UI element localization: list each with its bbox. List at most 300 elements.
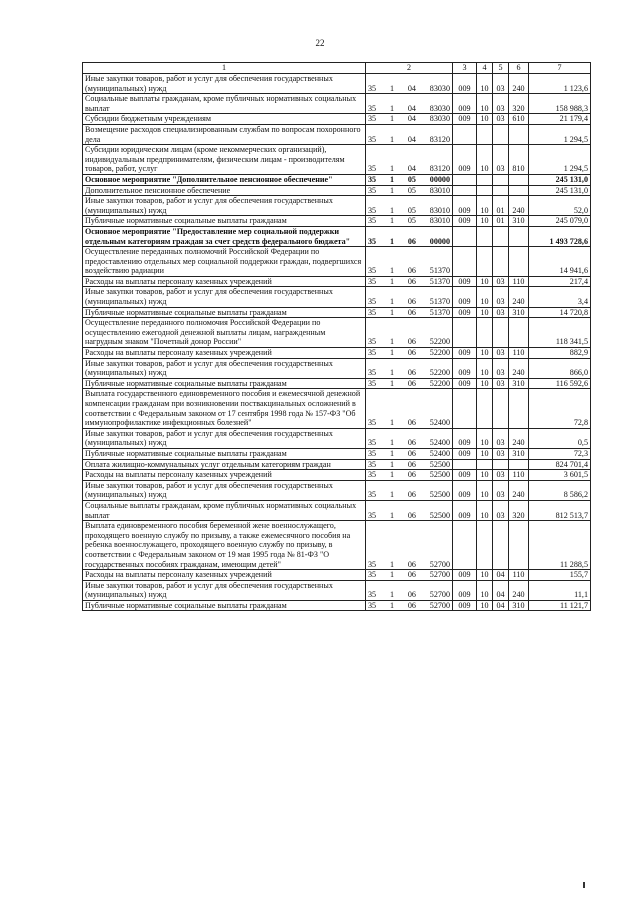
code-direction: 52500 (429, 490, 450, 500)
code-subprogram: 1 (389, 490, 394, 500)
code-direction: 52400 (429, 438, 450, 448)
code-subprogram: 1 (389, 307, 394, 317)
col-5-value: 03 (493, 500, 509, 520)
code-subprogram: 1 (389, 174, 394, 184)
col-6-value: 240 (509, 480, 529, 500)
code-program: 35 (368, 448, 377, 458)
classification-code (366, 287, 453, 307)
row-name: Публичные нормативные социальные выплаты гражданам (83, 600, 366, 611)
classification-code (366, 247, 453, 277)
budget-table (82, 62, 591, 611)
col-3-value (453, 521, 477, 570)
table-row (83, 570, 591, 581)
code-program: 35 (368, 348, 377, 358)
col-5-value: 03 (493, 470, 509, 481)
col-4-value: 10 (477, 276, 493, 287)
code-subprogram: 1 (389, 418, 394, 428)
classification-code (366, 428, 453, 448)
amount-value: 155,7 (529, 570, 591, 581)
classification-code (366, 94, 453, 114)
col-5-value: 03 (493, 94, 509, 114)
amount-value: 14 941,6 (529, 247, 591, 277)
scan-mark (583, 882, 585, 888)
table-row (83, 500, 591, 520)
amount-value: 118 341,5 (529, 318, 591, 348)
code-program: 35 (368, 276, 377, 286)
col-5-value: 04 (493, 580, 509, 600)
code-direction: 52500 (429, 510, 450, 520)
page-number: 22 (315, 38, 325, 48)
col-5-value: 03 (493, 428, 509, 448)
code-group: 06 (407, 236, 416, 246)
amount-value: 1 294,5 (529, 145, 591, 175)
code-group: 06 (407, 600, 416, 610)
col-6-value: 110 (509, 470, 529, 481)
amount-value: 866,0 (529, 358, 591, 378)
col-5-value: 04 (493, 600, 509, 611)
amount-value: 11 121,7 (529, 600, 591, 611)
code-group: 06 (407, 276, 416, 286)
amount-value: 824 701,4 (529, 459, 591, 470)
code-program: 35 (368, 590, 377, 600)
col-4-value: 10 (477, 145, 493, 175)
row-name: Выплата государственного единовременного пособия и ежемесячной денежной компенсации гражданам при возникновении поствакцинальных осложнений в соответствии с Федеральным законом от 17 сентября 1998 года № 157-ФЗ "Об иммунопрофилактике инфекционных болезней" (83, 389, 366, 428)
col-4-value: 10 (477, 480, 493, 500)
table-row (83, 216, 591, 227)
table-row-section (83, 226, 591, 246)
col-3-value: 009 (453, 276, 477, 287)
row-name: Иные закупки товаров, работ и услуг для обеспечения государственных (муниципальных) нужд (83, 580, 366, 600)
col-4-value: 10 (477, 428, 493, 448)
code-program: 35 (368, 490, 377, 500)
col-6-value: 310 (509, 448, 529, 459)
column-header: 2 (366, 63, 453, 74)
table-row (83, 124, 591, 144)
amount-value: 3,4 (529, 287, 591, 307)
col-6-value (509, 459, 529, 470)
amount-value: 72,3 (529, 448, 591, 459)
code-group: 06 (407, 266, 416, 276)
table-row (83, 94, 591, 114)
col-3-value (453, 247, 477, 277)
column-header: 4 (477, 63, 493, 74)
code-group: 06 (407, 470, 416, 480)
amount-value: 14 720,8 (529, 307, 591, 318)
col-6-value: 310 (509, 216, 529, 227)
col-6-value: 810 (509, 145, 529, 175)
col-4-value: 10 (477, 114, 493, 125)
code-subprogram: 1 (389, 590, 394, 600)
col-3-value (453, 389, 477, 428)
col-4-value: 10 (477, 74, 493, 94)
col-5-value (493, 185, 509, 196)
code-direction: 83120 (429, 134, 450, 144)
code-direction: 52700 (429, 590, 450, 600)
table-row (83, 74, 591, 94)
classification-code (366, 74, 453, 94)
code-program: 35 (368, 418, 377, 428)
col-6-value (509, 174, 529, 185)
code-direction: 83120 (429, 164, 450, 174)
classification-code (366, 185, 453, 196)
row-name: Иные закупки товаров, работ и услуг для обеспечения государственных (муниципальных) нужд (83, 196, 366, 216)
code-direction: 83030 (429, 83, 450, 93)
amount-value: 1 123,6 (529, 74, 591, 94)
amount-value: 245 079,0 (529, 216, 591, 227)
col-6-value: 240 (509, 287, 529, 307)
col-4-value (477, 124, 493, 144)
col-6-value: 610 (509, 114, 529, 125)
code-program: 35 (368, 470, 377, 480)
amount-value: 0,5 (529, 428, 591, 448)
table-row (83, 459, 591, 470)
col-4-value (477, 459, 493, 470)
amount-value: 1 294,5 (529, 124, 591, 144)
table-row (83, 318, 591, 348)
code-subprogram: 1 (389, 348, 394, 358)
col-5-value: 03 (493, 358, 509, 378)
code-direction: 83010 (429, 185, 450, 195)
table-row (83, 196, 591, 216)
code-subprogram: 1 (389, 134, 394, 144)
code-direction: 51370 (429, 307, 450, 317)
row-name: Возмещение расходов специализированным службам по вопросам похоронного дела (83, 124, 366, 144)
col-4-value (477, 185, 493, 196)
col-6-value (509, 389, 529, 428)
row-name: Иные закупки товаров, работ и услуг для обеспечения государственных (муниципальных) нужд (83, 287, 366, 307)
row-name: Основное мероприятие "Предоставление мер социальной поддержки отдельным категориям граждан за счет средств федерального бюджета" (83, 226, 366, 246)
code-group: 05 (407, 205, 416, 215)
code-subprogram: 1 (389, 276, 394, 286)
code-direction: 00000 (429, 236, 450, 246)
col-4-value: 10 (477, 287, 493, 307)
classification-code (366, 196, 453, 216)
code-subprogram: 1 (389, 570, 394, 580)
code-subprogram: 1 (389, 559, 394, 569)
col-5-value: 03 (493, 287, 509, 307)
table-row (83, 389, 591, 428)
code-subprogram: 1 (389, 83, 394, 93)
code-subprogram: 1 (389, 378, 394, 388)
code-program: 35 (368, 378, 377, 388)
classification-code (366, 500, 453, 520)
col-5-value: 03 (493, 74, 509, 94)
code-group: 06 (407, 418, 416, 428)
col-5-value: 04 (493, 570, 509, 581)
col-5-value: 03 (493, 480, 509, 500)
col-3-value: 009 (453, 307, 477, 318)
col-5-value (493, 318, 509, 348)
col-3-value: 009 (453, 600, 477, 611)
code-program: 35 (368, 307, 377, 317)
row-name: Иные закупки товаров, работ и услуг для обеспечения государственных (муниципальных) нужд (83, 428, 366, 448)
col-3-value: 009 (453, 378, 477, 389)
code-program: 35 (368, 103, 377, 113)
col-3-value (453, 459, 477, 470)
amount-value: 158 988,3 (529, 94, 591, 114)
col-6-value (509, 185, 529, 196)
amount-value: 21 179,4 (529, 114, 591, 125)
col-4-value: 10 (477, 358, 493, 378)
classification-code (366, 521, 453, 570)
col-6-value (509, 318, 529, 348)
code-subprogram: 1 (389, 164, 394, 174)
col-4-value: 10 (477, 580, 493, 600)
classification-code (366, 348, 453, 359)
amount-value: 11,1 (529, 580, 591, 600)
classification-code (366, 570, 453, 581)
code-subprogram: 1 (389, 205, 394, 215)
code-subprogram: 1 (389, 216, 394, 226)
table-row (83, 145, 591, 175)
classification-code (366, 448, 453, 459)
classification-code (366, 600, 453, 611)
code-direction: 51370 (429, 276, 450, 286)
table-row (83, 185, 591, 196)
col-4-value: 10 (477, 570, 493, 581)
col-4-value (477, 521, 493, 570)
row-name: Оплата жилищно-коммунальных услуг отдельным категориям граждан (83, 459, 366, 470)
code-program: 35 (368, 459, 377, 469)
col-4-value: 10 (477, 470, 493, 481)
col-3-value: 009 (453, 428, 477, 448)
table-row (83, 521, 591, 570)
code-group: 05 (407, 185, 416, 195)
col-5-value (493, 174, 509, 185)
code-group: 06 (407, 490, 416, 500)
amount-value: 1 493 728,6 (529, 226, 591, 246)
col-4-value (477, 318, 493, 348)
table-row (83, 600, 591, 611)
col-5-value (493, 124, 509, 144)
col-3-value: 009 (453, 145, 477, 175)
table-row (83, 358, 591, 378)
code-subprogram: 1 (389, 600, 394, 610)
table-row (83, 378, 591, 389)
row-name: Иные закупки товаров, работ и услуг для обеспечения государственных (муниципальных) нужд (83, 74, 366, 94)
code-subprogram: 1 (389, 297, 394, 307)
code-program: 35 (368, 510, 377, 520)
code-direction: 52200 (429, 378, 450, 388)
code-group: 06 (407, 510, 416, 520)
code-program: 35 (368, 83, 377, 93)
code-program: 35 (368, 570, 377, 580)
table-row (83, 114, 591, 125)
col-3-value: 009 (453, 287, 477, 307)
col-4-value: 10 (477, 307, 493, 318)
classification-code (366, 378, 453, 389)
code-group: 06 (407, 438, 416, 448)
col-6-value: 240 (509, 428, 529, 448)
col-3-value (453, 124, 477, 144)
classification-code (366, 226, 453, 246)
table-row (83, 307, 591, 318)
col-4-value: 10 (477, 600, 493, 611)
table-row (83, 287, 591, 307)
col-3-value: 009 (453, 570, 477, 581)
col-4-value (477, 226, 493, 246)
col-3-value: 009 (453, 74, 477, 94)
col-4-value (477, 389, 493, 428)
code-group: 04 (407, 134, 416, 144)
code-subprogram: 1 (389, 114, 394, 124)
table-row (83, 580, 591, 600)
amount-value: 52,0 (529, 196, 591, 216)
column-header: 1 (83, 63, 366, 74)
row-name: Основное мероприятие "Дополнительное пенсионное обеспечение" (83, 174, 366, 185)
code-group: 06 (407, 459, 416, 469)
code-program: 35 (368, 174, 377, 184)
code-subprogram: 1 (389, 368, 394, 378)
col-3-value: 009 (453, 114, 477, 125)
code-direction: 52700 (429, 559, 450, 569)
code-group: 04 (407, 164, 416, 174)
code-direction: 52700 (429, 570, 450, 580)
col-6-value: 310 (509, 378, 529, 389)
col-5-value: 01 (493, 216, 509, 227)
code-program: 35 (368, 266, 377, 276)
code-group: 06 (407, 307, 416, 317)
row-name: Иные закупки товаров, работ и услуг для обеспечения государственных (муниципальных) нужд (83, 480, 366, 500)
code-group: 04 (407, 114, 416, 124)
col-4-value: 10 (477, 348, 493, 359)
amount-value: 812 513,7 (529, 500, 591, 520)
column-header: 6 (509, 63, 529, 74)
row-name: Публичные нормативные социальные выплаты гражданам (83, 378, 366, 389)
col-5-value (493, 247, 509, 277)
classification-code (366, 124, 453, 144)
code-direction: 52200 (429, 348, 450, 358)
col-3-value: 009 (453, 216, 477, 227)
classification-code (366, 580, 453, 600)
code-program: 35 (368, 205, 377, 215)
code-direction: 51370 (429, 266, 450, 276)
col-3-value: 009 (453, 196, 477, 216)
col-5-value: 03 (493, 378, 509, 389)
col-5-value: 01 (493, 196, 509, 216)
amount-value: 72,8 (529, 389, 591, 428)
code-direction: 83010 (429, 216, 450, 226)
code-group: 04 (407, 83, 416, 93)
code-subprogram: 1 (389, 236, 394, 246)
column-number-row (83, 63, 591, 74)
column-header: 3 (453, 63, 477, 74)
col-3-value (453, 226, 477, 246)
code-subprogram: 1 (389, 459, 394, 469)
code-subprogram: 1 (389, 448, 394, 458)
code-direction: 52200 (429, 337, 450, 347)
table-row (83, 428, 591, 448)
code-program: 35 (368, 185, 377, 195)
col-6-value: 310 (509, 600, 529, 611)
col-6-value: 110 (509, 276, 529, 287)
row-name: Дополнительное пенсионное обеспечение (83, 185, 366, 196)
col-5-value (493, 226, 509, 246)
col-6-value (509, 247, 529, 277)
table-row (83, 276, 591, 287)
code-program: 35 (368, 600, 377, 610)
code-program: 35 (368, 164, 377, 174)
col-6-value (509, 124, 529, 144)
col-4-value: 10 (477, 196, 493, 216)
code-direction: 83030 (429, 114, 450, 124)
code-group: 06 (407, 297, 416, 307)
code-direction: 52400 (429, 418, 450, 428)
table-row (83, 247, 591, 277)
col-6-value (509, 226, 529, 246)
col-4-value (477, 247, 493, 277)
code-program: 35 (368, 337, 377, 347)
code-program: 35 (368, 216, 377, 226)
classification-code (366, 318, 453, 348)
code-direction: 51370 (429, 297, 450, 307)
col-3-value (453, 185, 477, 196)
code-group: 05 (407, 216, 416, 226)
code-subprogram: 1 (389, 510, 394, 520)
row-name: Социальные выплаты гражданам, кроме публичных нормативных социальных выплат (83, 94, 366, 114)
row-name: Осуществление переданного полномочия Российской Федерации по осуществлению ежегодной денежной выплаты лицам, награжденным нагрудным знаком "Почетный донор России" (83, 318, 366, 348)
code-subprogram: 1 (389, 103, 394, 113)
code-group: 06 (407, 559, 416, 569)
amount-value: 8 586,2 (529, 480, 591, 500)
classification-code (366, 174, 453, 185)
col-3-value (453, 318, 477, 348)
code-direction: 52400 (429, 448, 450, 458)
code-group: 06 (407, 348, 416, 358)
row-name: Публичные нормативные социальные выплаты гражданам (83, 307, 366, 318)
col-6-value: 240 (509, 74, 529, 94)
col-3-value: 009 (453, 580, 477, 600)
col-6-value: 240 (509, 358, 529, 378)
table-row (83, 480, 591, 500)
classification-code (366, 459, 453, 470)
code-group: 04 (407, 103, 416, 113)
code-subprogram: 1 (389, 438, 394, 448)
classification-code (366, 389, 453, 428)
code-program: 35 (368, 368, 377, 378)
col-6-value: 240 (509, 580, 529, 600)
col-6-value: 240 (509, 196, 529, 216)
col-5-value (493, 389, 509, 428)
col-4-value: 10 (477, 216, 493, 227)
col-6-value: 110 (509, 348, 529, 359)
row-name: Иные закупки товаров, работ и услуг для обеспечения государственных (муниципальных) нужд (83, 358, 366, 378)
col-3-value: 009 (453, 470, 477, 481)
col-5-value (493, 459, 509, 470)
code-subprogram: 1 (389, 337, 394, 347)
col-4-value: 10 (477, 378, 493, 389)
col-6-value: 320 (509, 94, 529, 114)
col-4-value: 10 (477, 500, 493, 520)
col-5-value: 03 (493, 145, 509, 175)
code-program: 35 (368, 236, 377, 246)
code-program: 35 (368, 438, 377, 448)
amount-value: 217,4 (529, 276, 591, 287)
row-name: Субсидии бюджетным учреждениям (83, 114, 366, 125)
col-6-value: 310 (509, 307, 529, 318)
col-5-value: 03 (493, 348, 509, 359)
code-direction: 52500 (429, 470, 450, 480)
code-group: 06 (407, 337, 416, 347)
col-3-value: 009 (453, 448, 477, 459)
classification-code (366, 358, 453, 378)
amount-value: 245 131,0 (529, 185, 591, 196)
row-name: Расходы на выплаты персоналу казенных учреждений (83, 570, 366, 581)
row-name: Публичные нормативные социальные выплаты гражданам (83, 448, 366, 459)
col-4-value: 10 (477, 448, 493, 459)
code-group: 06 (407, 368, 416, 378)
code-subprogram: 1 (389, 470, 394, 480)
